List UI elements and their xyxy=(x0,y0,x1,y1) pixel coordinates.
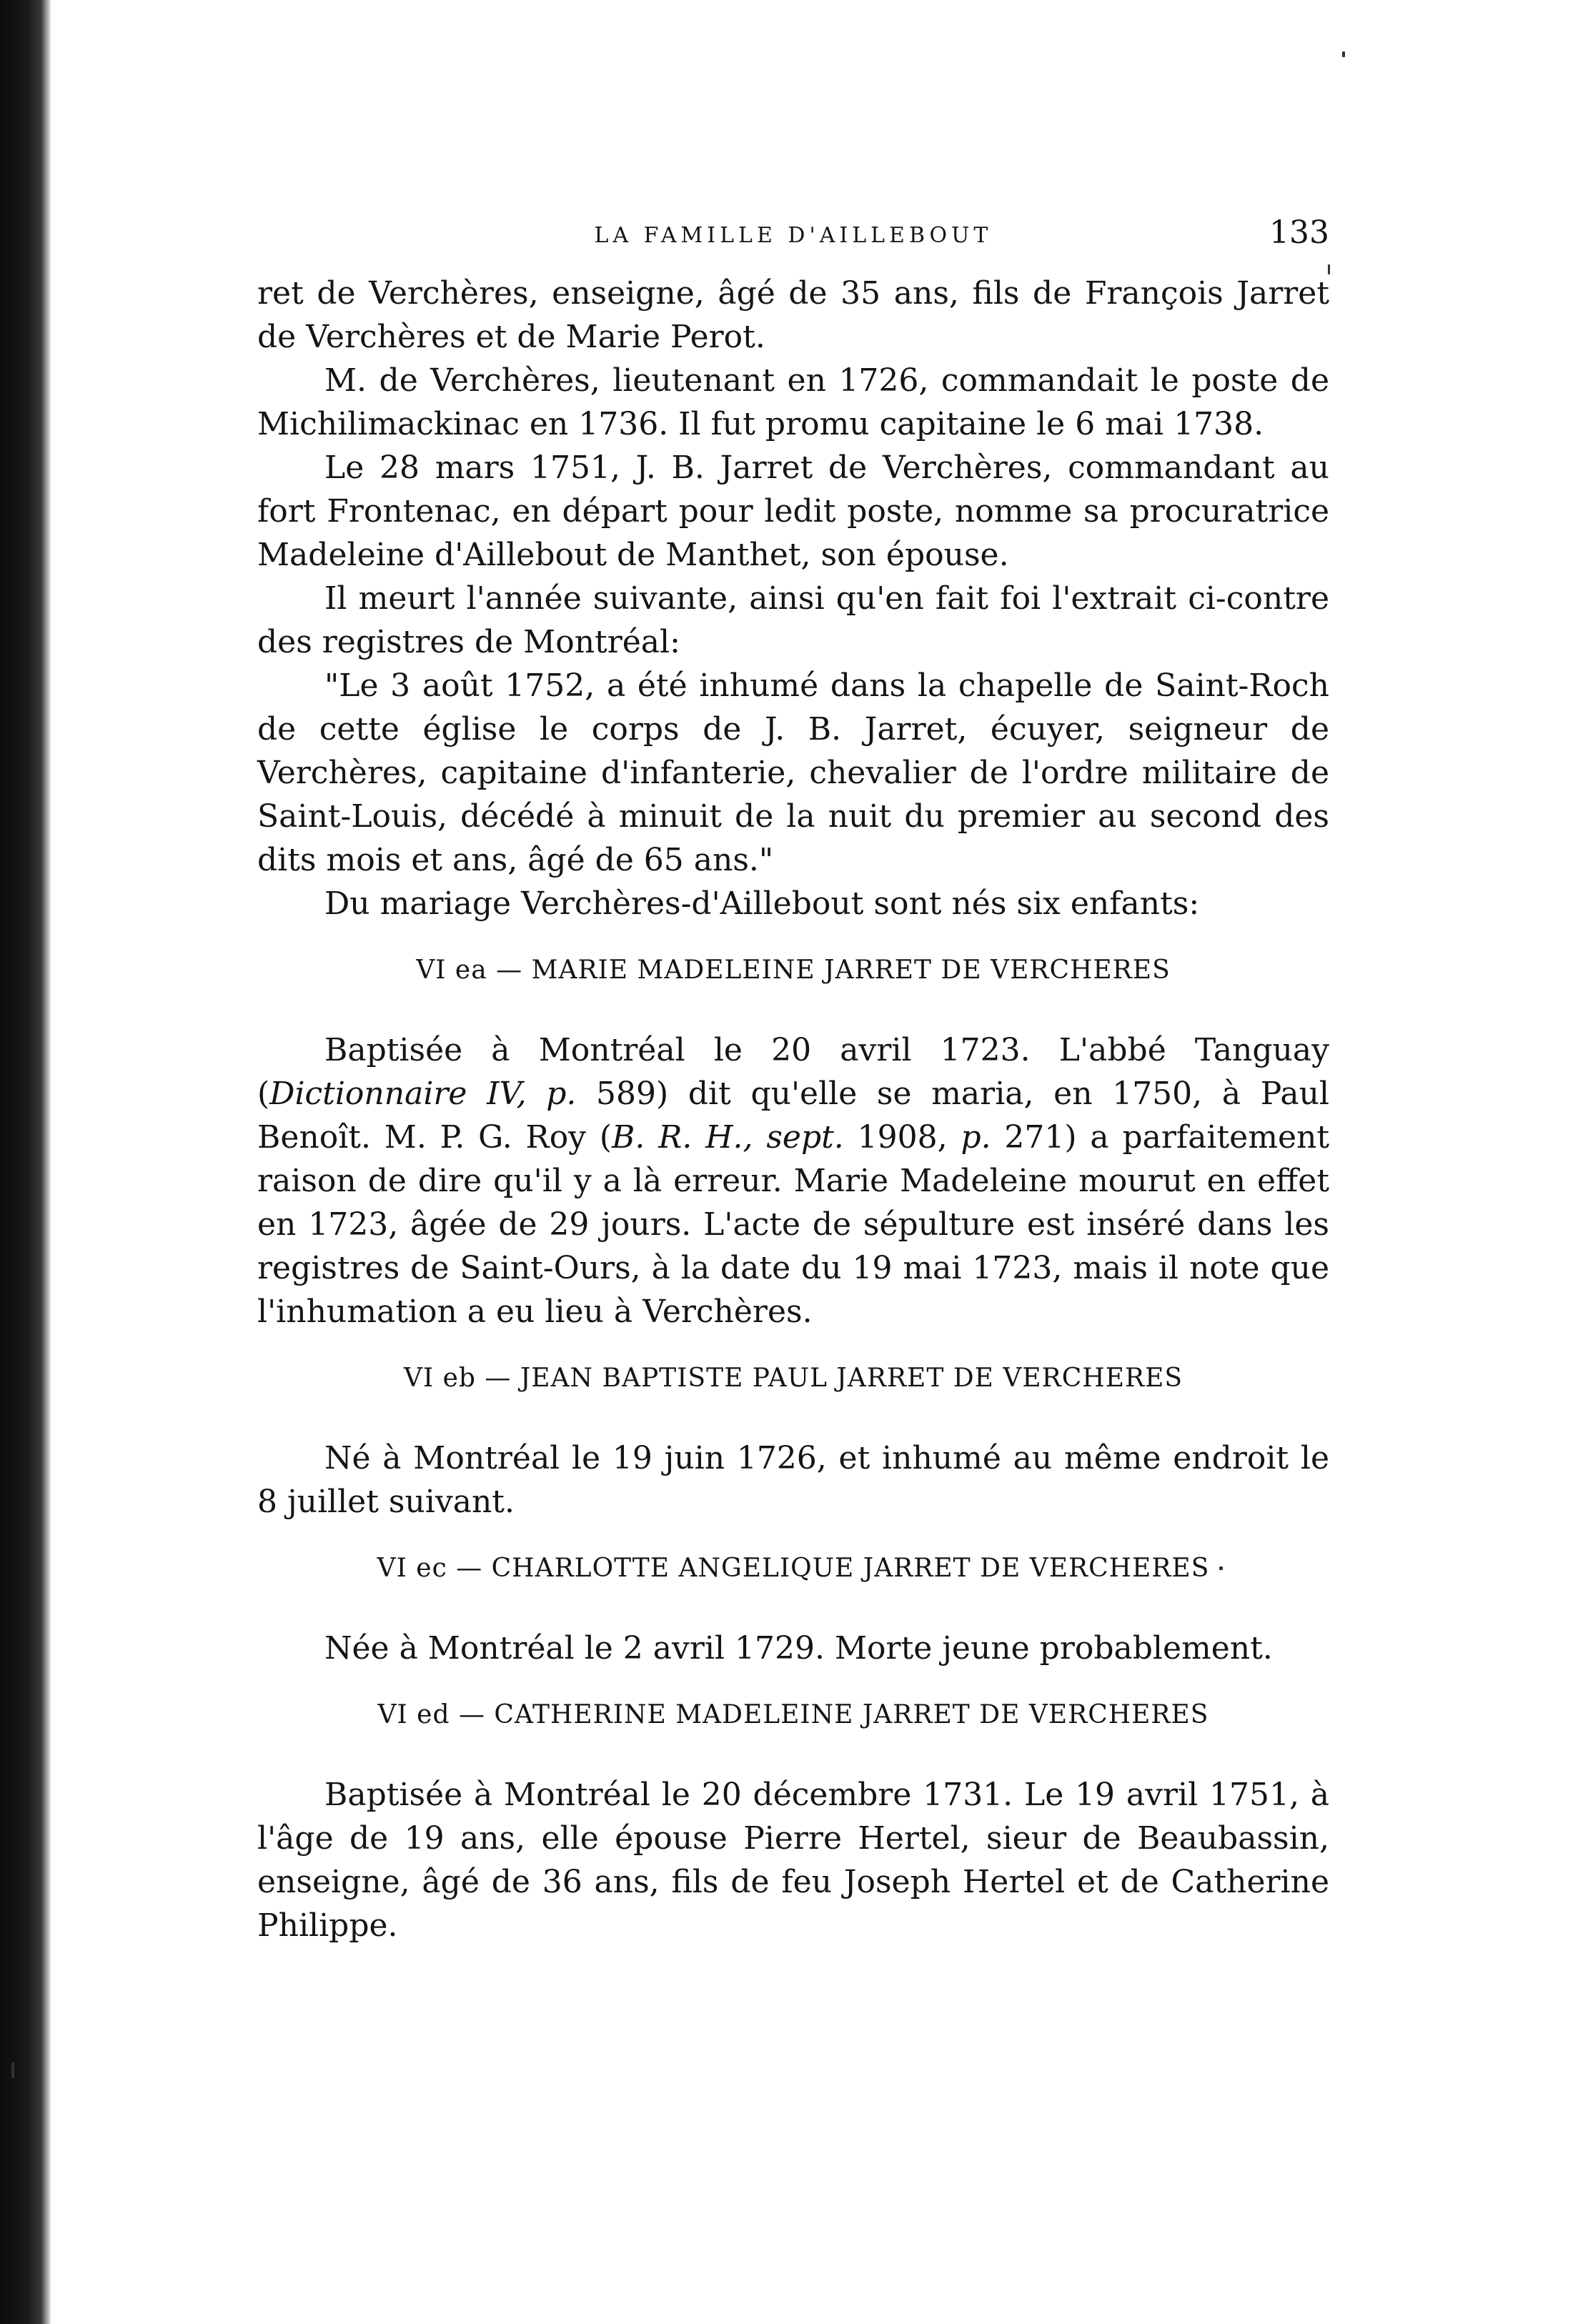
scan-speck xyxy=(11,2062,14,2078)
scan-speck xyxy=(1342,51,1345,57)
paragraph: Née à Montréal le 2 avril 1729. Morte jeune probablement. xyxy=(324,1630,1273,1667)
text-run: 1908, xyxy=(843,1119,961,1156)
running-title: LA FAMILLE D'AILLEBOUT xyxy=(594,223,993,248)
paragraph: Baptisée à Montréal le 20 décembre 1731. Le 19 avril 1751, à l'âge de 19 ans, elle épouse Pierre Hertel, sieur de Beaubassin, enseigne, âgé de 36 ans, fils de feu Joseph Hertel et de Catherine Philippe. xyxy=(257,1777,1329,1944)
paragraph: Il meurt l'année suivante, ainsi qu'en fait foi l'extrait ci-contre des registres de Montréal: xyxy=(257,580,1329,660)
section-vi-ed xyxy=(257,1697,1329,1947)
paragraph: M. de Verchères, lieutenant en 1726, commandait le poste de Michilimackinac en 1736. Il fut promu capitaine le 6 mai 1738. xyxy=(257,362,1329,442)
text-run: Baptisée à Montréal le 20 avril 1723. L'abbé Tanguay ( xyxy=(257,1032,1329,1112)
book-page xyxy=(257,214,1329,1947)
paragraph: ret de Verchères, enseigne, âgé de 35 ans, fils de François Jarret de Verchères et de Marie Perot. xyxy=(257,275,1329,355)
text-run: 589) dit qu'elle se maria, en 1750, à Paul Benoît. M. P. G. Roy ( xyxy=(257,1076,1329,1156)
section-heading: VI ea — MARIE MADELEINE JARRET DE VERCHERES xyxy=(416,955,1171,985)
section-vi-eb xyxy=(257,1361,1329,1524)
section-heading: VI ec — CHARLOTTE ANGELIQUE JARRET DE VERCHERES xyxy=(377,1554,1210,1583)
text-run: 271) a parfaitement raison de dire qu'il y a là erreur. Marie Madeleine mourut en effet en 1723, âgée de 29 jours. L'acte de sépulture est inséré dans les registres de Saint-Ours, à la date du 19 mai 1723, mais il note que l'inhumation a eu lieu à Verchères. xyxy=(257,1119,1330,1330)
quoted-record: "Le 3 août 1752, a été inhumé dans la chapelle de Saint-Roch de cette église le corps de J. B. Jarret, écuyer, seigneur de Verchères, capitaine d'infanterie, chevalier de l'ordre militaire de Saint-Louis, décédé à minuit de la nuit du premier au second des dits mois et ans, âgé de 65 ans." xyxy=(257,667,1329,878)
section-heading: VI eb — JEAN BAPTISTE PAUL JARRET DE VERCHERES xyxy=(403,1364,1183,1393)
italic-citation: p. xyxy=(961,1119,991,1156)
running-head xyxy=(257,214,1329,272)
page-number: 133 xyxy=(1269,214,1329,251)
paragraph: Né à Montréal le 19 juin 1726, et inhumé au même endroit le 8 juillet suivant. xyxy=(257,1440,1329,1520)
paragraph xyxy=(257,1028,1329,1334)
italic-citation: Dictionnaire IV, p. xyxy=(269,1076,577,1112)
intro-text xyxy=(257,272,1329,925)
section-heading: VI ed — CATHERINE MADELEINE JARRET DE VERCHERES xyxy=(377,1700,1209,1729)
paragraph: Le 28 mars 1751, J. B. Jarret de Verchères, commandant au fort Frontenac, en départ pour ledit poste, nomme sa procuratrice Madeleine d'Aillebout de Manthet, son épouse. xyxy=(257,450,1329,573)
italic-citation: B. R. H., sept. xyxy=(612,1119,844,1156)
paragraph: Du mariage Verchères-d'Aillebout sont nés six enfants: xyxy=(324,885,1200,922)
section-vi-ec xyxy=(257,1551,1329,1670)
section-vi-ea xyxy=(257,953,1329,1334)
scanned-binding-edge xyxy=(0,0,51,2324)
